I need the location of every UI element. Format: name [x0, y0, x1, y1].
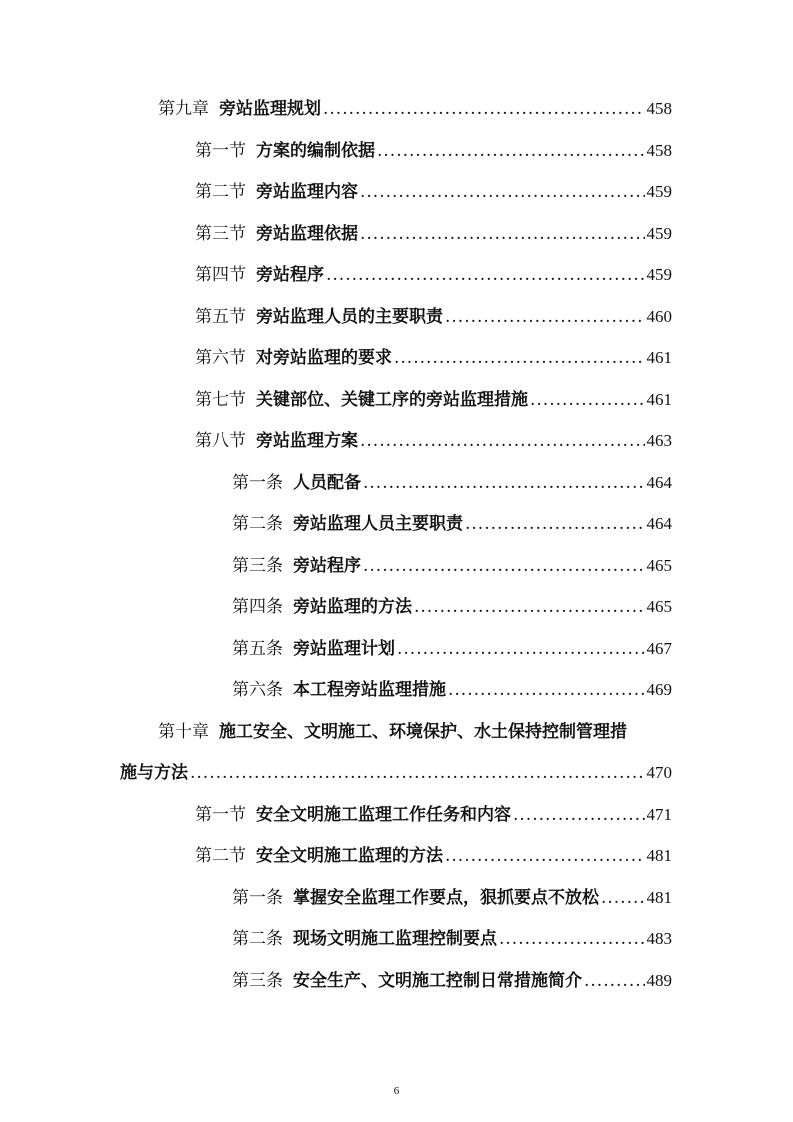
- toc-entry-title: 安全文明施工监理工作任务和内容: [256, 805, 511, 825]
- toc-entry[interactable]: [158, 97, 672, 121]
- toc-entry-page: 464: [646, 473, 672, 492]
- toc-entry-number: 第四节: [195, 265, 246, 285]
- toc-entry-number: 第四条: [232, 597, 283, 617]
- toc-entry[interactable]: [195, 429, 672, 453]
- toc-entry-title: 旁站程序: [293, 556, 361, 576]
- toc-entry-page: 459: [646, 224, 672, 243]
- toc-entry[interactable]: [195, 139, 672, 163]
- toc-entry-number: 第二节: [195, 846, 246, 866]
- toc-leader-dots: [530, 388, 645, 412]
- toc-entry-page: 460: [646, 307, 672, 326]
- toc-entry-page: 461: [646, 390, 672, 409]
- toc-leader-dots: [445, 305, 645, 329]
- toc-leader-dots: [601, 886, 645, 910]
- toc-entry-title: 旁站监理计划: [293, 639, 395, 659]
- toc-leader-dots: [394, 346, 645, 370]
- toc-entry-title: 施工安全、文明施工、环境保护、水土保持控制管理措: [219, 722, 627, 742]
- toc-entry-number: 第八节: [195, 431, 246, 451]
- toc-entry-title: 旁站监理依据: [256, 224, 358, 244]
- toc-entry-number: 第六节: [195, 348, 246, 368]
- toc-entry-number: 第三节: [195, 224, 246, 244]
- toc-entry[interactable]: [195, 346, 672, 370]
- toc-entry-page: 459: [646, 265, 672, 284]
- toc-entry[interactable]: [195, 263, 672, 287]
- toc-entry-page: 461: [646, 348, 672, 367]
- toc-entry-page: 481: [646, 888, 672, 907]
- toc-entry[interactable]: [195, 803, 672, 827]
- toc-entry[interactable]: [232, 969, 672, 993]
- toc-entry-page: 489: [646, 971, 672, 990]
- toc-leader-dots: [323, 97, 645, 121]
- toc-entry-title: 旁站监理规划: [219, 99, 321, 119]
- toc-leader-dots: [190, 761, 645, 785]
- toc-entry-page: 483: [646, 929, 672, 948]
- toc-entry-title: 旁站程序: [256, 265, 324, 285]
- toc-entry[interactable]: [195, 305, 672, 329]
- toc-entry-number: 第二条: [232, 929, 283, 949]
- toc-entry-number: 第一条: [232, 888, 283, 908]
- toc-entry-page: 463: [646, 431, 672, 450]
- toc-leader-dots: [414, 595, 645, 619]
- toc-leader-dots: [448, 678, 645, 702]
- toc-entry-page: 469: [646, 680, 672, 699]
- toc-entry-title: 关键部位、关键工序的旁站监理措施: [256, 390, 528, 410]
- toc-leader-dots: [584, 969, 645, 993]
- toc-entry-number: 第三条: [232, 971, 283, 991]
- toc-entry-title: 旁站监理人员的主要职责: [256, 307, 443, 327]
- toc-leader-dots: [326, 263, 645, 287]
- toc-entry-number: 第一条: [232, 473, 283, 493]
- toc-entry-number: 第五条: [232, 639, 283, 659]
- toc-entry-number: 第九章: [158, 99, 209, 119]
- toc-entry-page: 481: [646, 846, 672, 865]
- toc-entry-number: 第十章: [158, 722, 209, 742]
- toc-entry-number: 第六条: [232, 680, 283, 700]
- toc-entry-page: 464: [646, 514, 672, 533]
- toc-entry-title: 旁站监理人员主要职责: [293, 514, 463, 534]
- toc-leader-dots: [499, 927, 645, 951]
- toc-entry[interactable]: [232, 595, 672, 619]
- toc-entry[interactable]: [232, 471, 672, 495]
- toc-entry-title: 现场文明施工监理控制要点: [293, 929, 497, 949]
- toc-entry-title: 施与方法: [120, 763, 188, 783]
- toc-entry-title: 对旁站监理的要求: [256, 348, 392, 368]
- toc-entry-page: 459: [646, 182, 672, 201]
- toc-entry-title: 本工程旁站监理措施: [293, 680, 446, 700]
- toc-leader-dots: [445, 844, 645, 868]
- toc-entry-number: 第一节: [195, 141, 246, 161]
- toc-entry-title: 方案的编制依据: [256, 141, 375, 161]
- toc-entry-number: 第三条: [232, 556, 283, 576]
- toc-entry-title: 掌握安全监理工作要点，狠抓要点不放松: [293, 888, 599, 908]
- toc-leader-dots: [360, 180, 645, 204]
- toc-entry-title: 人员配备: [293, 473, 361, 493]
- toc-entry-page: 458: [646, 141, 672, 160]
- toc-leader-dots: [363, 471, 645, 495]
- toc-entry[interactable]: [195, 844, 672, 868]
- page-number: 6: [393, 1085, 400, 1097]
- toc-entry-number: 第七节: [195, 390, 246, 410]
- toc-entry-title: 旁站监理内容: [256, 182, 358, 202]
- toc-entry-page: 465: [646, 556, 672, 575]
- toc-entry-title: 安全文明施工监理的方法: [256, 846, 443, 866]
- toc-entry[interactable]: [232, 637, 672, 661]
- toc-entry-page: 458: [646, 99, 672, 118]
- toc-entry[interactable]: [232, 927, 672, 951]
- toc-entry-number: 第二条: [232, 514, 283, 534]
- toc-entry-number: 第五节: [195, 307, 246, 327]
- toc-entry[interactable]: [232, 554, 672, 578]
- toc-entry[interactable]: [232, 512, 672, 536]
- toc-leader-dots: [465, 512, 645, 536]
- toc-entry[interactable]: [195, 180, 672, 204]
- toc-leader-dots: [513, 803, 645, 827]
- toc-entry-continuation[interactable]: [120, 761, 672, 785]
- toc-entry-page: 465: [646, 597, 672, 616]
- toc-entry-title: 旁站监理方案: [256, 431, 358, 451]
- toc-entry-chapter-10[interactable]: [158, 720, 672, 744]
- toc-entry[interactable]: [232, 678, 672, 702]
- toc-entry[interactable]: [195, 388, 672, 412]
- toc-entry-page: 467: [646, 639, 672, 658]
- toc-leader-dots: [360, 429, 645, 453]
- toc-entry-number: 第二节: [195, 182, 246, 202]
- toc-entry-title: 旁站监理的方法: [293, 597, 412, 617]
- toc-leader-dots: [377, 139, 645, 163]
- toc-entry-page: 471: [646, 805, 672, 824]
- toc-leader-dots: [360, 222, 645, 246]
- toc-leader-dots: [363, 554, 645, 578]
- toc-entry[interactable]: [195, 222, 672, 246]
- toc-leader-dots: [397, 637, 645, 661]
- toc-entry[interactable]: [232, 886, 672, 910]
- toc-entry-number: 第一节: [195, 805, 246, 825]
- toc-entry-page: 470: [646, 763, 672, 782]
- toc-entry-title: 安全生产、文明施工控制日常措施简介: [293, 971, 582, 991]
